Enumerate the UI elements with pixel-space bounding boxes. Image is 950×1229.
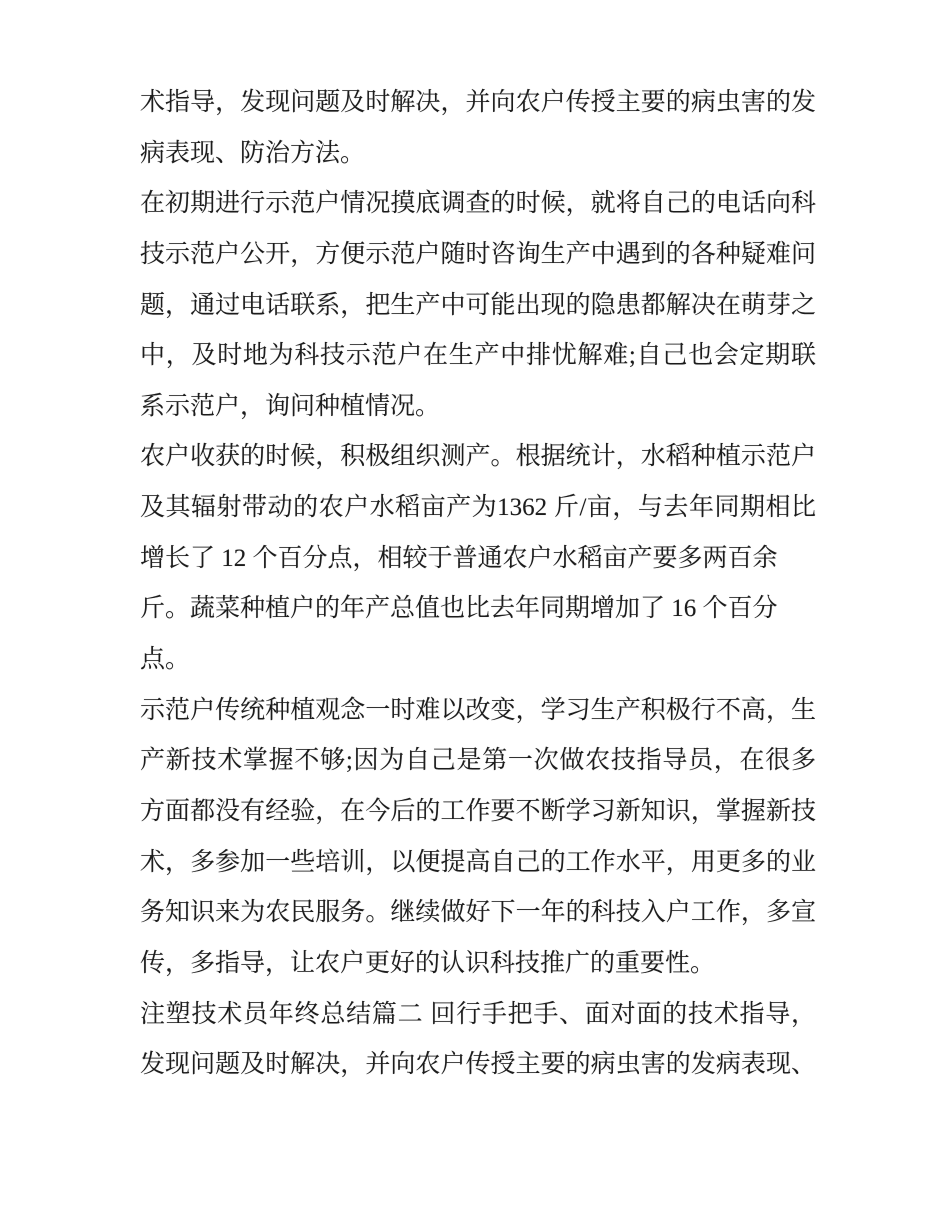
document-text [140,78,816,1091]
text-line: 中，及时地为科技示范户在生产中排忧解难;自己也会定期联 [140,342,816,370]
text-line: 农户收获的时候，积极组织测产。根据统计，水稻种植示范户 [140,443,816,471]
text-line: 传，多指导，让农户更好的认识科技推广的重要性。 [140,949,716,977]
text-line: 系示范户，询问种植情况。 [140,392,441,420]
text-line: 点。 [140,646,191,674]
text-line: 务知识来为农民服务。继续做好下一年的科技入户工作，多宣 [140,899,816,927]
text-line: 及其辐射带动的农户水稻亩产为1362 斤/亩，与去年同期相比 [140,494,816,522]
text-line: 示范户传统种植观念一时难以改变，学习生产积极行不高，生 [140,696,816,724]
text-line: 技示范户公开，方便示范户随时咨询生产中遇到的各种疑难问 [140,240,816,268]
text-line: 斤。蔬菜种植户的年产总值也比去年同期增加了 16 个百分 [140,595,778,623]
text-line: 注塑技术员年终总结篇二 回行手把手、面对面的技术指导， [140,1000,816,1028]
text-line: 题，通过电话联系，把生产中可能出现的隐患都解决在萌芽之 [140,291,816,319]
text-line: 方面都没有经验，在今后的工作要不断学习新知识，掌握新技 [140,797,816,825]
text-line: 在初期进行示范户情况摸底调查的时候，就将自己的电话向科 [140,190,816,218]
text-line: 发现问题及时解决，并向农户传授主要的病虫害的发病表现、 [140,1051,816,1079]
text-line: 术指导，发现问题及时解决，并向农户传授主要的病虫害的发 [140,89,816,116]
text-line: 术，多参加一些培训，以便提高自己的工作水平，用更多的业 [140,848,816,876]
text-line: 病表现、防治方法。 [140,139,366,167]
text-line: 增长了 12 个百分点，相较于普通农户水稻亩产要多两百余 [140,544,778,572]
text-line: 产新技术掌握不够;因为自己是第一次做农技指导员，在很多 [140,747,816,775]
